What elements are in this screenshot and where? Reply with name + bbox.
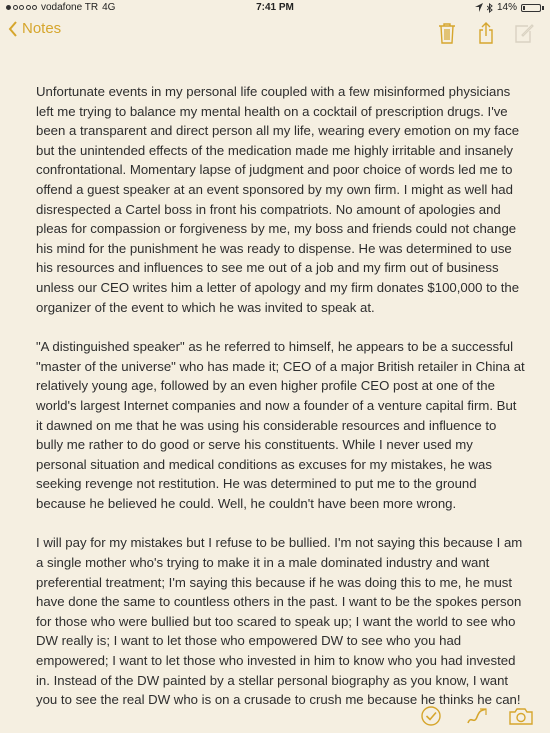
trash-icon[interactable] bbox=[437, 22, 457, 44]
clock: 7:41 PM bbox=[256, 2, 294, 13]
location-icon bbox=[475, 3, 483, 12]
status-bar bbox=[0, 0, 550, 16]
bottom-toolbar bbox=[0, 699, 550, 733]
back-label: Notes bbox=[22, 20, 62, 37]
note-paragraph: I will pay for my mistakes but I refuse to be bullied. I'm not saying this because I am a single mother who's trying to make it in a male dominated industry and want preferential treatment; I'm saying this because if he was doing this to me, he must have done the same to countless others in the past. I want to be the spokes person for those who were bullied but too scared to speak up; I want the world to see who DW really is; I want to let those who empowered DW to see who you had empowered; I want to let those who invested in him to know who you had invested in. Instead of the DW painted by a stellar personal biography as you know, I want you to see the real DW who is on a crusade to crush me because he thinks he can! bbox=[36, 535, 523, 708]
battery-percent: 14% bbox=[496, 2, 517, 13]
draw-icon[interactable] bbox=[466, 705, 488, 727]
carrier-label: vodafone TR bbox=[41, 2, 99, 13]
compose-icon[interactable] bbox=[514, 22, 534, 44]
share-icon[interactable] bbox=[476, 22, 496, 44]
note-paragraph: "A distinguished speaker" as he referred to himself, he appears to be a successful "master of the universe" who has made it; CEO of a major British retailer in China at relatively young age, followed by an even higher profile CEO post at one of the world's largest Internet companies and now a founder of a venture capital firm. But it dawned on me that he was using his considerable resources and influence to bully me rather to do good or serve his constituents. While I never used my personal situation and medical conditions as excuses for my mistakes, he was seeking revenge not restitution. He was determined to put me to the ground because he believed he could. Well, he couldn't have been more wrong. bbox=[36, 339, 525, 511]
status-right bbox=[475, 2, 544, 13]
back-button[interactable] bbox=[8, 20, 61, 37]
battery-icon bbox=[521, 4, 541, 12]
nav-bar bbox=[0, 16, 550, 46]
chevron-left-icon bbox=[8, 21, 18, 37]
note-paragraph: Unfortunate events in my personal life coupled with a few misinformed physicians left me trying to balance my mental health on a cocktail of prescription drugs. I've been a transparent and direct person all my life, wearing every emotion on my face but the unintended effects of the medication made me highly irritable and insanely confrontational. Momentary lapse of judgment and poor choice of words led me to offend a guest speaker at an event sponsored by my own firm. I might as well had disrespected a Cartel boss in front his compatriots. No amount of apologies and pleas for compassion or forgiveness by me, my boss and friends could not change his mind for the punishment he was ready to dispense. He was determined to use his resources and influences to see me out of a job and my firm out of business unless our CEO writes him a letter of apology and my firm donates $100,000 to the organizer of the event to which he was invited to speak at. bbox=[36, 84, 520, 315]
checklist-icon[interactable] bbox=[420, 705, 442, 727]
camera-icon[interactable] bbox=[508, 705, 534, 727]
bluetooth-icon bbox=[487, 3, 493, 13]
note-body[interactable] bbox=[36, 82, 526, 730]
battery-tip bbox=[542, 6, 544, 10]
network-label: 4G bbox=[102, 2, 116, 13]
